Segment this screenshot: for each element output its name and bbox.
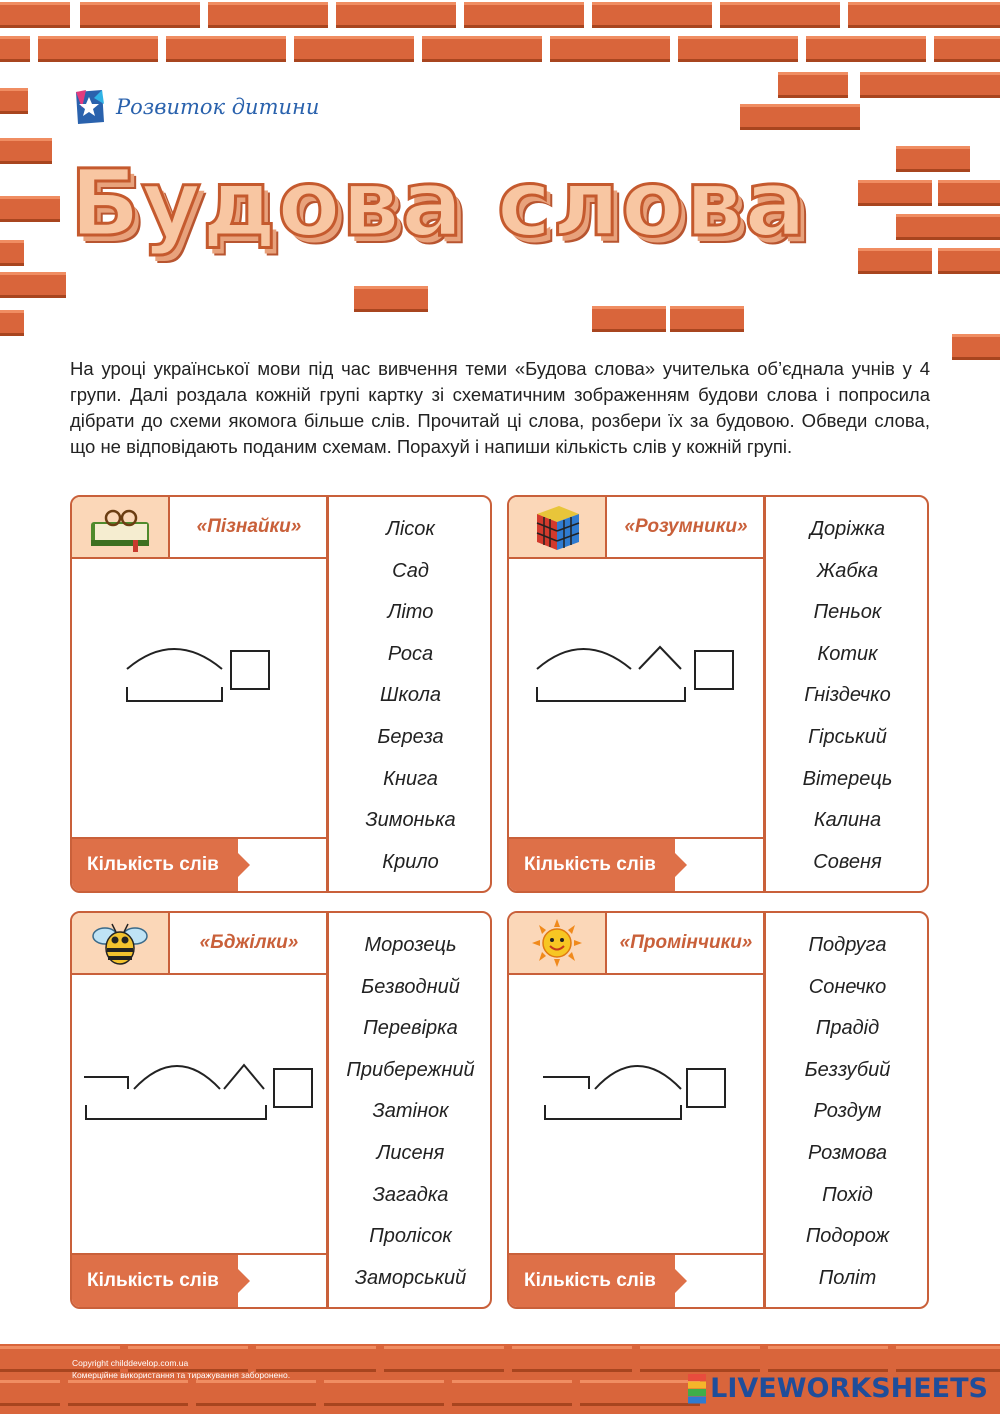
word-item[interactable]: Лісок bbox=[386, 518, 435, 540]
rubiks-cube-icon bbox=[509, 497, 607, 557]
word-list bbox=[766, 509, 929, 883]
word-count-field[interactable] bbox=[509, 1253, 763, 1307]
word-item[interactable]: Котик bbox=[817, 642, 878, 665]
word-item[interactable]: Літо bbox=[387, 601, 434, 624]
word-item[interactable]: Морозець bbox=[364, 934, 457, 956]
brand-logo bbox=[72, 88, 319, 126]
word-count-field[interactable] bbox=[72, 837, 326, 891]
group-name: «Пізнайки» bbox=[196, 516, 302, 537]
group-card-bdzhilky bbox=[70, 911, 492, 1309]
group-name: «Бджілки» bbox=[199, 932, 299, 953]
word-item[interactable]: Школа bbox=[380, 684, 441, 707]
word-item[interactable]: Калина bbox=[813, 809, 882, 832]
group-card-rozumnyky bbox=[507, 495, 929, 893]
copyright-notice bbox=[72, 1357, 290, 1381]
word-item[interactable]: Перевірка bbox=[363, 1017, 458, 1040]
word-item[interactable]: Безводний bbox=[361, 975, 460, 998]
usage-notice: Комерційне використання та тиражування заборонено. bbox=[72, 1370, 291, 1380]
word-item[interactable]: Беззубий bbox=[804, 1058, 891, 1081]
word-item[interactable]: Затінок bbox=[372, 1100, 449, 1123]
copyright-line: Copyright childdevelop.com.ua bbox=[72, 1358, 189, 1368]
word-count-field[interactable] bbox=[72, 1253, 326, 1307]
word-scheme-prefix-root-suffix-ending bbox=[72, 975, 326, 1255]
group-card-piznaiky bbox=[70, 495, 492, 893]
word-item[interactable]: Загадка bbox=[372, 1183, 449, 1206]
page-title: Будова слова bbox=[70, 150, 808, 257]
liveworksheets-logo[interactable] bbox=[688, 1373, 988, 1404]
word-item[interactable]: Похід bbox=[822, 1183, 873, 1206]
word-item[interactable]: Пеньок bbox=[813, 601, 882, 624]
word-item[interactable]: Зимонька bbox=[365, 809, 456, 832]
word-item[interactable]: Роса bbox=[387, 642, 434, 665]
group-name: «Промінчики» bbox=[619, 932, 753, 953]
word-item[interactable]: Політ bbox=[818, 1266, 877, 1289]
liveworksheets-text: LIVEWORKSHEETS bbox=[710, 1373, 988, 1404]
word-item[interactable]: Заморський bbox=[354, 1266, 467, 1289]
word-item[interactable]: Гніздечко bbox=[804, 684, 891, 707]
book-icon bbox=[72, 497, 170, 557]
word-item[interactable]: Книга bbox=[383, 767, 438, 790]
word-item[interactable]: Прибережний bbox=[346, 1058, 475, 1081]
bee-icon bbox=[72, 913, 170, 973]
word-item[interactable]: Пролісок bbox=[369, 1225, 452, 1248]
word-item[interactable]: Жабка bbox=[816, 559, 879, 582]
live-badge-icon bbox=[688, 1374, 706, 1404]
star-logo-icon bbox=[72, 88, 106, 126]
word-count-field[interactable] bbox=[509, 837, 763, 891]
word-scheme-root-suffix-suffix-ending bbox=[509, 559, 763, 839]
brand-name: Розвиток дитини bbox=[116, 95, 320, 119]
word-scheme-root-suffix-ending bbox=[72, 559, 326, 839]
count-label: Кількість слів bbox=[72, 1255, 238, 1307]
instructions-text: На уроці української мови під час вивчення теми «Будова слова» учителька об’єднала учнів у 4 групи. Далі роздала кожній групі картку зі схематичним зображенням будови слова і попросила дібрати до схеми якомога більше слів. Прочитай ці слова, розбери їх за будовою. Обведи слова, що не відповідають поданим схемам. Порахуй і напиши кількість слів у кожній групі. bbox=[70, 358, 930, 457]
word-item[interactable]: Совеня bbox=[813, 850, 882, 873]
word-scheme-prefix-root-ending bbox=[509, 975, 763, 1255]
sun-icon bbox=[509, 913, 607, 973]
word-item[interactable]: Гірський bbox=[808, 725, 887, 748]
word-list bbox=[329, 925, 492, 1299]
word-list bbox=[766, 925, 929, 1299]
word-item[interactable]: Доріжка bbox=[809, 518, 886, 540]
group-card-prominchyky bbox=[507, 911, 929, 1309]
word-item[interactable]: Сад bbox=[392, 559, 429, 582]
word-item[interactable]: Сонечко bbox=[808, 975, 887, 998]
word-item[interactable]: Береза bbox=[377, 725, 444, 748]
word-item[interactable]: Крило bbox=[382, 850, 439, 873]
word-item[interactable]: Лисеня bbox=[376, 1141, 445, 1164]
word-item[interactable]: Подорож bbox=[805, 1225, 890, 1248]
count-label: Кількість слів bbox=[72, 839, 238, 891]
word-item[interactable]: Роздум bbox=[813, 1100, 882, 1123]
word-item[interactable]: Розмова bbox=[807, 1141, 888, 1164]
word-list bbox=[329, 509, 492, 883]
count-label: Кількість слів bbox=[509, 839, 675, 891]
count-label: Кількість слів bbox=[509, 1255, 675, 1307]
group-name: «Розумники» bbox=[624, 516, 748, 537]
word-item[interactable]: Подруга bbox=[808, 934, 887, 956]
word-item[interactable]: Вітерець bbox=[802, 767, 893, 790]
word-item[interactable]: Прадід bbox=[815, 1017, 880, 1040]
